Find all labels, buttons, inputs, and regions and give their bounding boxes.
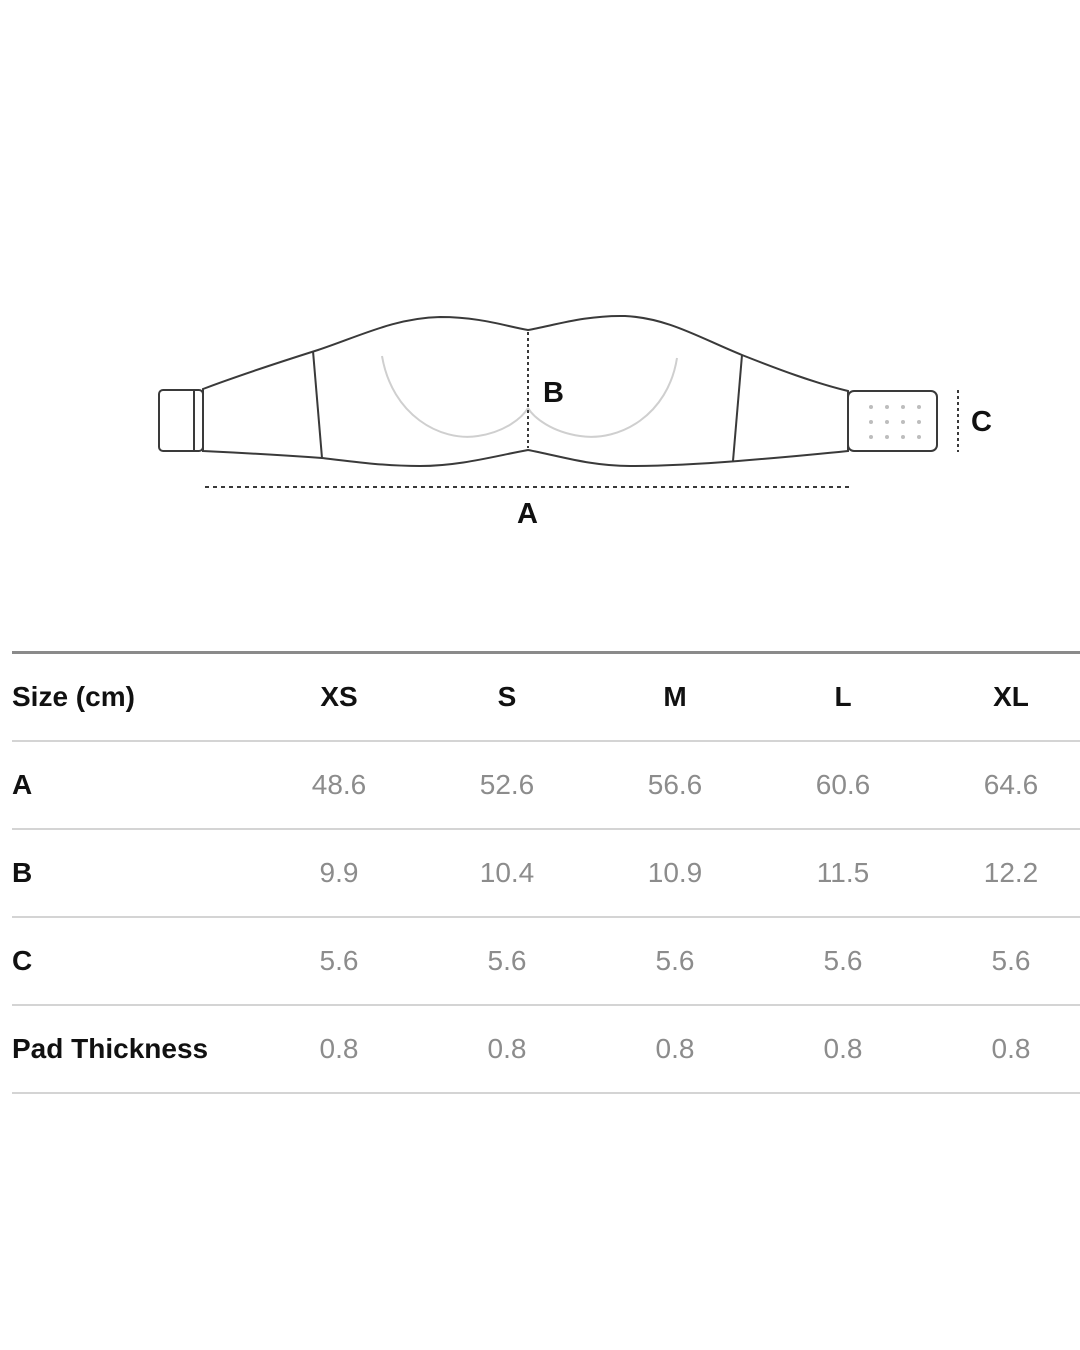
row-label-a: A [12, 769, 33, 800]
value-b-xs: 9.9 [319, 857, 359, 888]
value-c-xl: 5.6 [991, 945, 1031, 976]
table-row-a [12, 741, 1080, 829]
row-label-c: C [12, 945, 33, 976]
left-band-tab [159, 390, 203, 451]
size-col-xl: XL [993, 681, 1029, 712]
table-row-pad-thickness [12, 1005, 1080, 1093]
size-chart-table [12, 651, 1080, 1094]
size-col-xs: XS [320, 681, 358, 712]
left-underwire [382, 356, 528, 437]
value-pad-l: 0.8 [823, 1033, 863, 1064]
dimension-c-label: C [971, 406, 992, 438]
right-side-seam [733, 355, 742, 461]
value-c-xs: 5.6 [319, 945, 359, 976]
table-row-b [12, 829, 1080, 917]
size-header-label: Size (cm) [12, 681, 135, 712]
value-c-m: 5.6 [655, 945, 695, 976]
value-b-m: 10.9 [647, 857, 703, 888]
size-col-l: L [834, 681, 852, 712]
value-c-l: 5.6 [823, 945, 863, 976]
value-a-s: 52.6 [479, 769, 535, 800]
size-col-s: S [497, 681, 517, 712]
dimension-b-label: B [543, 377, 564, 409]
value-a-l: 60.6 [815, 769, 871, 800]
size-col-m: M [663, 681, 687, 712]
value-c-s: 5.6 [487, 945, 527, 976]
value-pad-s: 0.8 [487, 1033, 527, 1064]
dimension-a-label: A [517, 498, 538, 530]
value-a-xl: 64.6 [983, 769, 1039, 800]
size-header-row [12, 653, 1080, 742]
value-a-xs: 48.6 [311, 769, 367, 800]
value-pad-xs: 0.8 [319, 1033, 359, 1064]
row-label-pad-thickness: Pad Thickness [12, 1033, 209, 1064]
table-row-c [12, 917, 1080, 1005]
value-b-xl: 12.2 [983, 857, 1039, 888]
left-side-seam [313, 351, 322, 458]
bra-line-diagram [0, 0, 1080, 600]
value-b-l: 11.5 [816, 857, 870, 888]
value-a-m: 56.6 [647, 769, 703, 800]
hook-eye-dots [869, 405, 921, 439]
row-label-b: B [12, 857, 33, 888]
right-band-tab [848, 391, 937, 451]
value-pad-m: 0.8 [655, 1033, 695, 1064]
value-pad-xl: 0.8 [991, 1033, 1031, 1064]
bra-body-outline [203, 316, 848, 466]
value-b-s: 10.4 [479, 857, 535, 888]
